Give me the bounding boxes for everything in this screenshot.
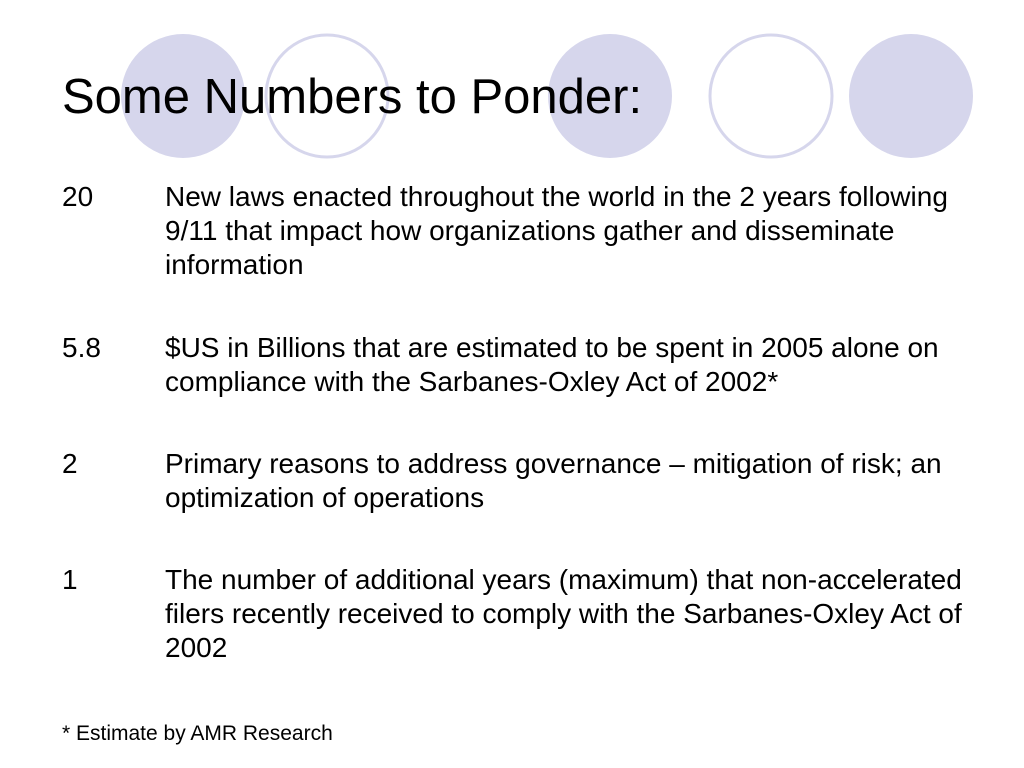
stat-item	[62, 180, 982, 282]
decorative-circle-outline	[710, 35, 832, 157]
stat-list	[62, 180, 982, 665]
footnote: * Estimate by AMR Research	[62, 722, 333, 745]
stat-number: 20	[62, 181, 94, 212]
stat-number: 1	[62, 564, 78, 595]
stat-description: Primary reasons to address governance – mitigation of risk; an optimization of operations	[165, 448, 942, 513]
stat-item	[62, 331, 982, 399]
slide-title: Some Numbers to Ponder:	[62, 70, 643, 124]
stat-description: New laws enacted throughout the world in the 2 years following 9/11 that impact how organizations gather and disseminate information	[165, 181, 948, 280]
stat-number: 2	[62, 448, 78, 479]
stat-description: $US in Billions that are estimated to be spent in 2005 alone on compliance with the Sarbanes-Oxley Act of 2002*	[165, 332, 939, 397]
decorative-circle-filled	[849, 34, 973, 158]
stat-description: The number of additional years (maximum) that non-accelerated filers recently received to comply with the Sarbanes-Oxley Act of 2002	[165, 564, 962, 663]
stat-number: 5.8	[62, 332, 101, 363]
stat-item	[62, 563, 982, 665]
stat-item	[62, 447, 982, 515]
